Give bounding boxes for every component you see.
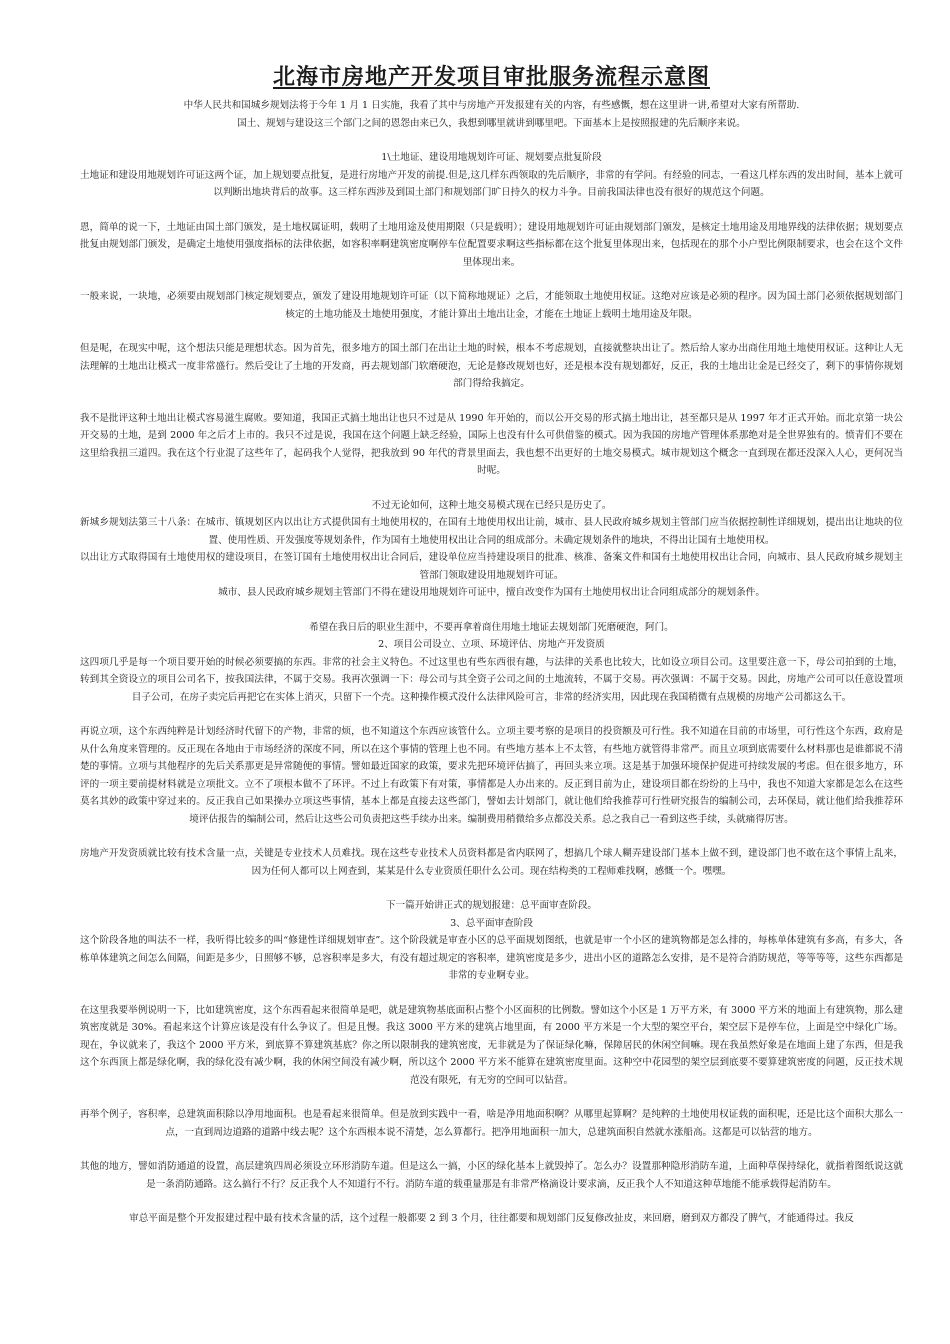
paragraph: 审总平面是整个开发报建过程中最有技术含量的活，这个过程一般都要 2 到 3 个月，往往都要和规划部门反复修改扯皮，来回磨，磨到双方都没了脾气，才能通得过。我反 (129, 1213, 854, 1224)
paragraph: 这个阶段各地的叫法不一样，我听得比较多的叫“修建性详细规划审查”。这个阶段就是审查小区的总平面规划图纸，也就是审一个小区的建筑物都是怎么排的，每栋单体建筑有多高，有多大，各栋单体建筑之间怎么间隔，间距是多少，日照够不够，总容积率是多大，有没有超过规定的容积率，建筑密度是多少，进出小区的道路怎么安排，是不是符合消防规范，等等等等，这些东西都是非常的专业啊专业。 (80, 935, 903, 981)
section-heading: 3、总平面审查阶段 (450, 917, 533, 929)
paragraph: 在这里我要举例说明一下，比如建筑密度，这个东西看起来很简单是吧，就是建筑物基底面积占整个小区面积的比例数。譬如这个小区是 1 万平方米，有 3000 平方米的地面上有建筑物，那么建筑密度就是 30%。看起来这个计算应该是没有什么争议了。但是且慢。我这 3000 平方米的建筑占地里面，有 2000 平方米是一个大型的架空平台，架空层下是停车位，上面是空中绿化广场。现在，争议就来了，我这个 2000 平方米，到底算不算建筑基底？你之所以限制我的建筑密度，无非就是为了保证绿化嘛，保障居民的休闲空间嘛。现在我虽然好象是在地面上建了东西，但是我这个东西顶上都是绿化啊，我的绿化没有减少啊，我的休闲空间没有减少啊，所以这个 2000 平方米不能算在建筑密度里面。这种空中花园型的架空层到底要不要算建筑密度的问题，反正技术规范没有限死，有无穷的空间可以钻营。 (80, 1004, 903, 1086)
paragraph: 城市、县人民政府城乡规划主管部门不得在建设用地规划许可证中，擅自改变作为国有土地使用权出让合同组成部分的规划条件。 (218, 587, 765, 598)
section-heading: 1\土地证、建设用地规划许可证、规划要点批复阶段 (381, 152, 602, 163)
paragraph: 我不是批评这种土地出让模式容易滋生腐败。要知道，我国正式搞土地出让也只不过是从 1990 年开始的，而以公开交易的形式搞土地出让，甚至都只是从 1997 年才正式开始。而北京第一块公开交易的土地，是到 2000 年之后才上市的。我只不过是说，我国在这个问题上缺乏经验，国际上也没有什么可供借鉴的模式。因为我国的房地产管理体系那绝对是全世界独有的。愤青们不要在这里给我扭三道四。我在这个行业混了这些年了，起码我个人觉得，把我放到 90 年代的背景里面去，我也想不出更好的土地交易模式。城市规划这个概念一直到现在都还没深入人心，更何况当时呢。 (80, 412, 903, 476)
paragraph: 以出让方式取得国有土地使用权的建设项目，在签订国有土地使用权出让合同后，建设单位应当持建设项目的批准、核准、备案文件和国有土地使用权出让合同，向城市、县人民政府城乡规划主管部门领取建设用地规划许可证。 (80, 552, 903, 581)
paragraph: 下一篇开始讲正式的规划报建：总平面审查阶段。 (385, 900, 598, 911)
paragraph: 这四项几乎是每一个项目要开始的时候必须要搞的东西。非常的社会主义特色。不过这里也有些东西很有趣，与法律的关系也比较大，比如设立项目公司。这里要注意一下，母公司拍到的土地，转到其全资设立的项目公司名下，按我国法律，不属于交易。我再次强调一下：母公司与其全资子公司之间的土地流转，不属于交易。再次强调：不属于交易。因此，房地产公司可以任意设置项目子公司，在房子卖完后再把它在实体上消灭，只留下一个壳。这种操作模式没什么法律风险可言，非常的经济实用，因此现在我国稍微有点规模的房地产公司都这么干。 (80, 656, 903, 703)
document-page (80, 60, 903, 1228)
paragraph: 不过无论如何，这种土地交易模式现在已经只是历史了。 (371, 499, 612, 511)
paragraph: 但是呢，在现实中呢，这个想法只能是理想状态。因为首先，很多地方的国土部门在出让土地的时候，根本不考虑规划，直接就整块出让了。然后给人家办出商住用地土地使用权证。这种让人无法理解的土地出让模式一度非常盛行。然后受让了土地的开发商，再去规划部门软磨硬泡，无论是修改规划也好，还是根本没有规划都好，反正，我的土地出让金是已经交了，剩下的事情你规划部门得给我搞定。 (80, 343, 903, 389)
section-heading: 2、项目公司设立、立项、环境评估、房地产开发资质 (378, 639, 605, 650)
paragraph: 其他的地方，譬如消防通道的设置，高层建筑四周必须设立环形消防车道。但是这么一搞，小区的绿化基本上就毁掉了。怎么办？设置那种隐形消防车道，上面种草保持绿化，就指着图纸说这就是一条消防通路。这么搞行不行？反正我个人不知道行不行。消防车道的载重量那是有非常严格滴设计要求滴，反正我个人不知道这种草地能不能承载得起消防车。 (80, 1161, 903, 1190)
paragraph: 希望在我日后的职业生涯中，不要再拿着商住用地土地证去规划部门死磨硬泡，阿门。 (309, 621, 674, 633)
paragraph: 一般来说，一块地，必须要由规划部门核定规划要点，颁发了建设用地规划许可证（以下简称地规证）之后，才能领取土地使用权证。这绝对应该是必须的程序。因为国土部门必须依据规划部门核定的土地功能及土地使用强度，才能计算出土地出让金，才能在土地证上载明土地用途及年限。 (80, 291, 903, 320)
document-title: 北海市房地产开发项目审批服务流程示意图 (272, 65, 710, 90)
paragraph: 房地产开发资质就比较有技术含量一点，关键是专业技术人员难找。现在这些专业技术人员资料都是省内联网了，想搞几个球人糊弄建设部门基本上做不到，建设部门也不敢在这个事情上乱来，因为任何人都可以上网查到，某某是什么专业资质任职什么公司。现在结构类的工程师难找啊，感慨一个。嘿嘿。 (80, 848, 903, 877)
paragraph: 中华人民共和国城乡规划法将于今年 1 月 1 日实施，我看了其中与房地产开发报建有关的内容，有些感慨，想在这里讲一讲,希望对大家有所帮助. (183, 100, 800, 111)
paragraph: 再说立项，这个东西纯粹是计划经济时代留下的产物，非常的烦，也不知道这个东西应该管什么。立项主要考察的是项目的投资额及可行性。我不知道在目前的市场里，可行性这个东西，政府是从什么角度来管理的。反正现在各地由于市场经济的深度不同，所以在这个事情的管理上也不同。有些地方基本上不太管，有些地方就管得非常严。而且立项到底需要什么材料那也是谁都说不清楚的事情。立项与其他程序的先后关系那更是异常随便的事情。譬如最近国家的政策，要求先把环境评估搞了，再回头来立项。这是基于加强环境保护促进可持续发展的考虑。但在很多地方，环评的一项主要前提材料就是立项批文。立不了项根本做不了环评。不过上有政策下有对策，事情都是人办出来的。反正到目前为止，建设项目都在纷纷的上马中，我也不知道大家都是怎么在这些莫名其妙的政策中穿过来的。反正我自己如果操办立项这些事情，基本上都是直接去这些部门，譬如去计划部门，就让他们给我推荐可行性研究报告的编制公司，去环保局，就让他们给我推荐环境评估报告的编制公司，然后让这些公司负责把这些手续办出来。编制费用稍微给多点都没关系。总之我自己一看到这些手续，头就痛得厉害。 (80, 726, 903, 825)
paragraph: 土地证和建设用地规划许可证这两个证，加上规划要点批复，是进行房地产开发的前提.但是,这几样东西领取的先后顺序，非常的有学问。有经验的同志，一看这几样东西的发出时间，基本上就可以判断出地块背后的故事。这三样东西涉及到国土部门和规划部门旷日持久的权力斗争。目前我国法律也没有很好的规范这个问题。 (80, 169, 903, 198)
paragraph: 恩，简单的说一下，土地证由国土部门颁发，是土地权属证明，载明了土地用途及使用期限（只是载明）；建设用地规划许可证由规划部门颁发，是核定土地用途及用地界线的法律依据；规划要点批复由规划部门颁发，是确定土地使用强度指标的法律依据，如容积率啊建筑密度啊停车位配置要求啊这些指标都在这个批复里体现出来，包括现在的那个小户型比例限制要求，也会在这个文件里体现出来。 (80, 221, 903, 268)
paragraph: 国土、规划与建设这三个部门之间的恩怨由来已久，我想到哪里就讲到哪里吧。下面基本上是按照报建的先后顺序来说。 (237, 117, 746, 129)
paragraph: 再举个例子，容积率，总建筑面积除以净用地面积。也是看起来很简单。但是放到实践中一看，啥是净用地面积啊？从哪里起算啊？是纯粹的土地使用权证载的面积呢，还是比这个面积大那么一点，一直到周边道路的道路中线去呢？这个东西根本说不清楚，怎么算都行。把净用地面积一加大，总建筑面积自然就水涨船高。这都是可以钻营的地方。 (80, 1109, 903, 1138)
paragraph: 新城乡规划法第三十八条：在城市、镇规划区内以出让方式提供国有土地使用权的，在国有土地使用权出让前，城市、县人民政府城乡规划主管部门应当依据控制性详细规划，提出出让地块的位置、使用性质、开发强度等规划条件，作为国有土地使用权出让合同的组成部分。未确定规划条件的地块，不得出让国有土地使用权。 (80, 517, 903, 546)
